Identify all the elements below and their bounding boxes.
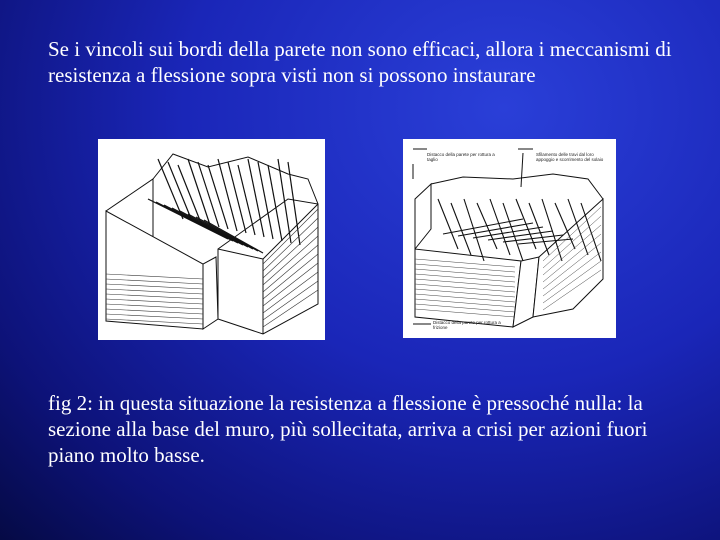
floor-joist — [228, 162, 246, 233]
wall-collapse-drawing-right — [403, 139, 616, 338]
figure-caption-text: fig 2: in questa situazione la resistenza a flessione è pressoché nulla: la sezione alla base del muro, più sollecitata, arriva a crisi per azioni fuori piano molto basse. — [48, 391, 648, 467]
floor-joist — [438, 199, 458, 249]
wall-collapse-illustration-right — [403, 139, 616, 338]
wall-collapse-drawing-left — [98, 139, 325, 340]
fallen-joist — [180, 211, 248, 247]
floor-joist — [218, 159, 237, 231]
floor-joist — [238, 165, 255, 235]
fallen-joist — [473, 227, 543, 238]
annotation-top-right: Sfilamento delle travi dal loro appoggio e scorrimento del solaio — [536, 152, 604, 162]
floor-joist — [208, 165, 228, 229]
annotation-bottom: Distacco della parete per rottura a frizione — [433, 320, 501, 330]
annotation-top-left: Distacco della parete per rottura a taglio — [427, 152, 495, 162]
floor-joist — [198, 162, 219, 227]
wall-collapse-illustration-left — [98, 139, 325, 340]
slide-intro-text: Se i vincoli sui bordi della parete non sono efficaci, allora i meccanismi di resistenza a flessione sopra visti non si possono instaurare — [48, 37, 672, 87]
